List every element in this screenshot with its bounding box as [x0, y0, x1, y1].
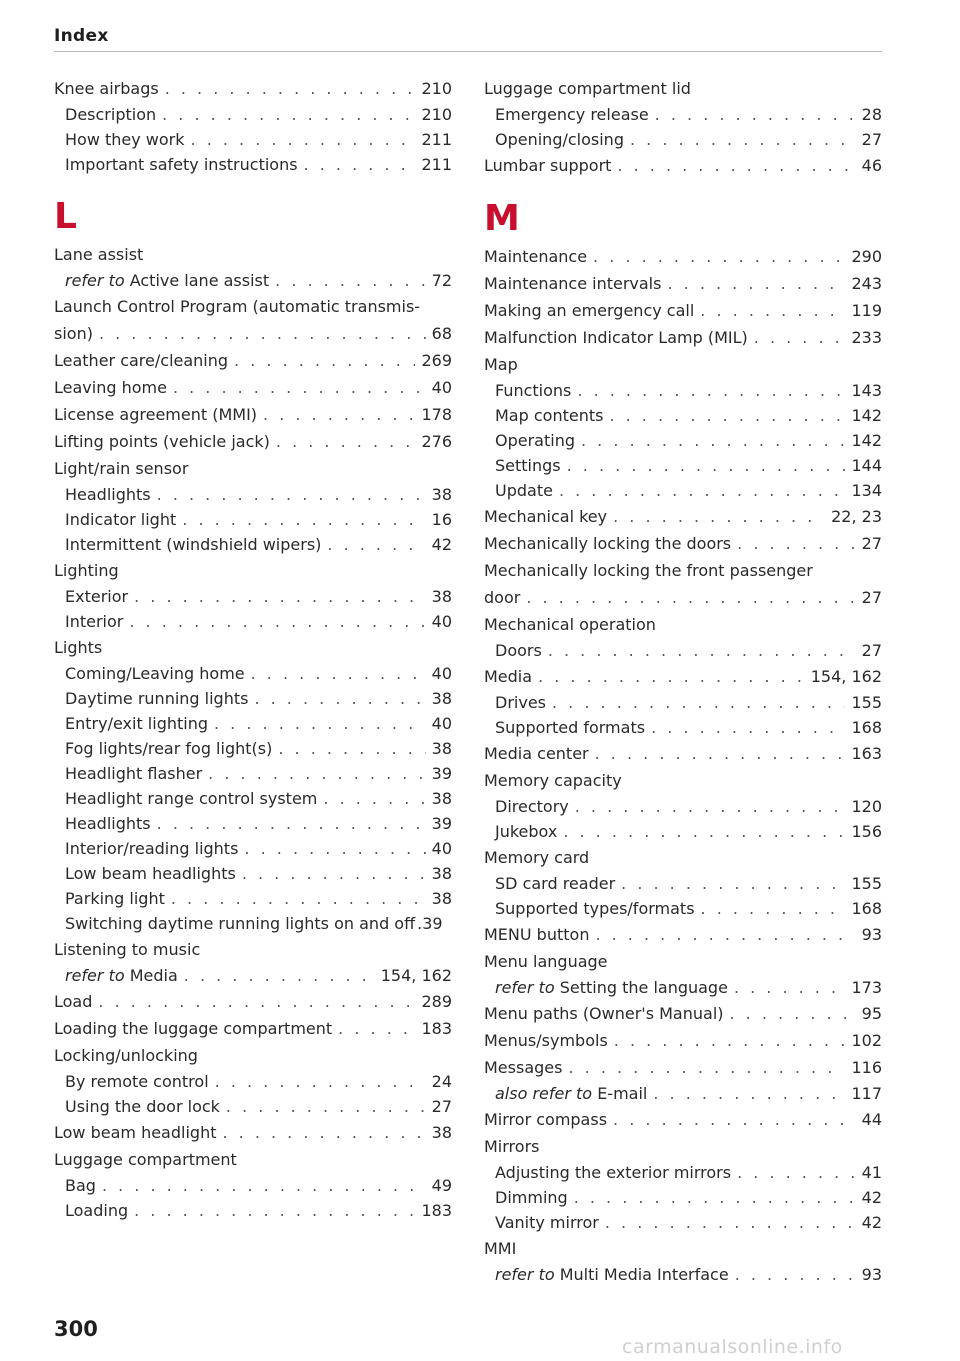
index-subentry: Operating . . . 142 [484, 428, 882, 453]
section-letter-m: M [484, 198, 520, 239]
index-entry: MENU button . . . 93 [484, 921, 882, 948]
index-entry: Media center . . . 163 [484, 740, 882, 767]
index-entry: Maintenance . . . 290 [484, 243, 882, 270]
index-heading: Map [484, 355, 518, 374]
watermark: carmanualsonline.info [622, 1336, 843, 1358]
index-subentry: SD card reader . . . 155 [484, 871, 882, 896]
index-entry: Lumbar support . . . 46 [484, 152, 882, 179]
index-heading: Light/rain sensor [54, 459, 189, 478]
index-heading: Lane assist [54, 245, 144, 264]
header-title: Index [54, 26, 109, 46]
index-subentry: Settings . . . 144 [484, 453, 882, 478]
index-subentry: Parking light . . . 38 [54, 886, 452, 911]
index-heading: Luggage compartment lid [484, 79, 691, 98]
index-entry: License agreement (MMI) . . . 178 [54, 401, 452, 428]
index-entry: sion) . . . 68 [54, 320, 452, 347]
index-heading: Launch Control Program (automatic transmis- [54, 297, 421, 316]
index-subentry: Headlight range control system . . . 38 [54, 786, 452, 811]
index-subentry: Doors . . . 27 [484, 638, 882, 663]
index-subentry: Drives . . . 155 [484, 690, 882, 715]
index-subentry: Exterior . . . 38 [54, 584, 452, 609]
index-entry: Knee airbags . . . 210 [54, 75, 452, 102]
index-reference: also refer to E-mail . . . 117 [484, 1081, 882, 1106]
index-heading: MMI [484, 1239, 517, 1258]
index-entry: Mechanical key . . . 22, 23 [484, 503, 882, 530]
index-subentry: Entry/exit lighting . . . 40 [54, 711, 452, 736]
index-entry: Load . . . 289 [54, 988, 452, 1015]
index-subentry: Intermittent (windshield wipers) . . . 42 [54, 532, 452, 557]
index-subentry: Low beam headlights . . . 38 [54, 861, 452, 886]
index-entry: Messages . . . 116 [484, 1054, 882, 1081]
index-subentry: Opening/closing . . . 27 [484, 127, 882, 152]
index-heading: Memory capacity [484, 771, 622, 790]
index-reference: refer to Active lane assist . . . 72 [54, 268, 452, 293]
index-subentry: By remote control . . . 24 [54, 1069, 452, 1094]
index-subentry: Adjusting the exterior mirrors . . . 41 [484, 1160, 882, 1185]
index-column-right [484, 75, 882, 1287]
index-entry: Menus/symbols . . . 102 [484, 1027, 882, 1054]
index-subentry: Loading . . . 183 [54, 1198, 452, 1223]
index-subentry: How they work . . . 211 [54, 127, 452, 152]
index-heading: Lighting [54, 561, 119, 580]
index-subentry: Fog lights/rear fog light(s) . . . 38 [54, 736, 452, 761]
index-subentry: Supported formats . . . 168 [484, 715, 882, 740]
index-heading: Menu language [484, 952, 608, 971]
index-heading: Listening to music [54, 940, 201, 959]
index-heading: Lights [54, 638, 103, 657]
index-subentry: Important safety instructions . . . 211 [54, 152, 452, 177]
index-subentry: Interior/reading lights . . . 40 [54, 836, 452, 861]
index-subentry: Vanity mirror . . . 42 [484, 1210, 882, 1235]
index-subentry: Switching daytime running lights on and off .39 [65, 914, 443, 933]
index-entry: door . . . 27 [484, 584, 882, 611]
index-entry: Maintenance intervals . . . 243 [484, 270, 882, 297]
index-heading: Mirrors [484, 1137, 540, 1156]
index-entry: Mechanically locking the doors . . . 27 [484, 530, 882, 557]
index-entry: Menu paths (Owner's Manual) . . . 95 [484, 1000, 882, 1027]
index-subentry: Emergency release . . . 28 [484, 102, 882, 127]
index-subentry: Using the door lock . . . 27 [54, 1094, 452, 1119]
index-entry: Leather care/cleaning . . . 269 [54, 347, 452, 374]
index-heading: Luggage compartment [54, 1150, 237, 1169]
index-subentry: Supported types/formats . . . 168 [484, 896, 882, 921]
index-heading: Memory card [484, 848, 590, 867]
index-entry: Low beam headlight . . . 38 [54, 1119, 452, 1146]
index-subentry: Map contents . . . 142 [484, 403, 882, 428]
index-subentry: Headlight flasher . . . 39 [54, 761, 452, 786]
index-subentry: Headlights . . . 38 [54, 482, 452, 507]
index-entry: Media . . . 154, 162 [484, 663, 882, 690]
index-subentry: Update . . . 134 [484, 478, 882, 503]
section-letter-l: L [54, 196, 77, 237]
index-entry: Loading the luggage compartment . . . 183 [54, 1015, 452, 1042]
index-heading: Mechanical operation [484, 615, 656, 634]
index-column-left [54, 75, 452, 1223]
index-subentry: Coming/Leaving home . . . 40 [54, 661, 452, 686]
index-entry: Leaving home . . . 40 [54, 374, 452, 401]
index-subentry: Functions . . . 143 [484, 378, 882, 403]
index-subentry: Headlights . . . 39 [54, 811, 452, 836]
index-subentry: Daytime running lights . . . 38 [54, 686, 452, 711]
index-subentry: Interior . . . 40 [54, 609, 452, 634]
index-reference: refer to Setting the language . . . 173 [484, 975, 882, 1000]
index-subentry: Indicator light . . . 16 [54, 507, 452, 532]
index-subentry: Dimming . . . 42 [484, 1185, 882, 1210]
index-heading: Mechanically locking the front passenger [484, 561, 813, 580]
page-number: 300 [54, 1317, 98, 1341]
index-entry: Malfunction Indicator Lamp (MIL) . . . 233 [484, 324, 882, 351]
index-subentry: Jukebox . . . 156 [484, 819, 882, 844]
index-entry: Making an emergency call . . . 119 [484, 297, 882, 324]
page-header [54, 26, 882, 46]
index-entry: Lifting points (vehicle jack) . . . 276 [54, 428, 452, 455]
index-entry: Mirror compass . . . 44 [484, 1106, 882, 1133]
index-subentry: Description . . . 210 [54, 102, 452, 127]
index-heading: Locking/unlocking [54, 1046, 198, 1065]
index-subentry: Bag . . . 49 [54, 1173, 452, 1198]
index-reference: refer to Multi Media Interface . . . 93 [484, 1262, 882, 1287]
index-subentry: Directory . . . 120 [484, 794, 882, 819]
header-rule [54, 51, 882, 52]
index-reference: refer to Media . . . 154, 162 [54, 963, 452, 988]
